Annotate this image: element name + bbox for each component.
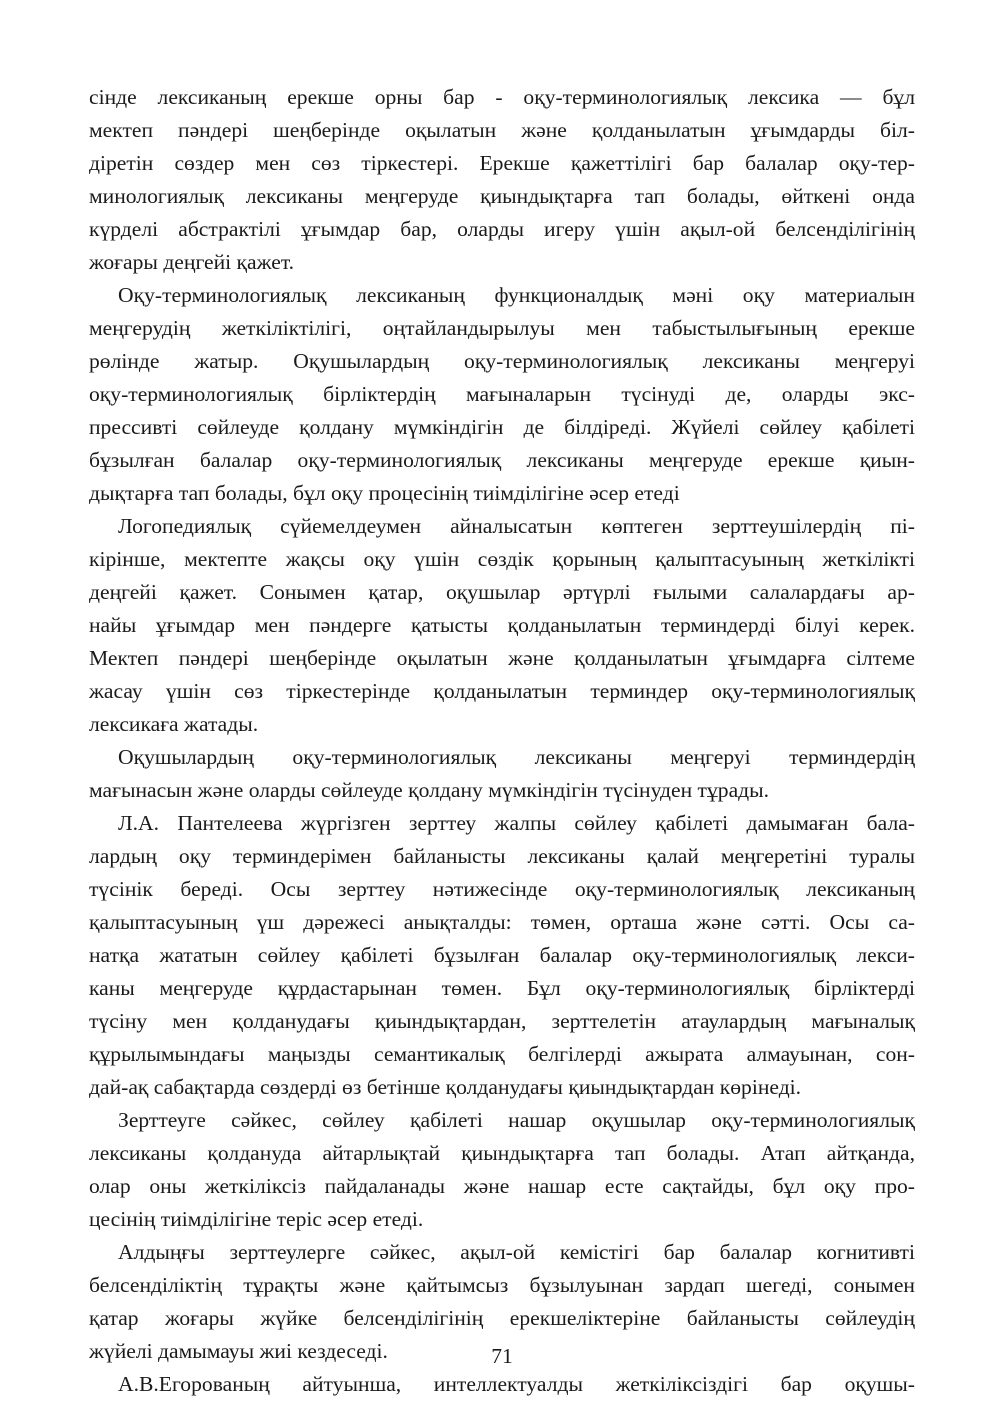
page-number: 71 bbox=[491, 1344, 513, 1368]
text-line: деңгейі қажет. Сонымен қатар, оқушылар әртүрлі ғылыми салалардағы ар- bbox=[89, 580, 915, 604]
text-line: каны меңгеруде құрдастарынан төмен. Бұл оқу-терминологиялық бірліктерді bbox=[89, 976, 915, 1000]
text-line: лардың оқу терминдерімен байланысты лексиканы қалай меңгеретіні туралы bbox=[89, 844, 915, 868]
paragraph bbox=[89, 1368, 915, 1401]
text-line: найы ұғымдар мен пәндерге қатысты қолданылатын терминдерді білуі керек. bbox=[89, 613, 915, 637]
text-line: құрылымындағы маңызды семантикалық белгілерді ажырата алмауынан, сон- bbox=[89, 1042, 915, 1066]
text-line: қалыптасуының үш дәрежесі анықталды: төмен, орташа және сәтті. Осы са- bbox=[89, 910, 915, 934]
text-line: сінде лексиканың ерекше орны бар - оқу-терминологиялық лексика — бұл bbox=[89, 85, 915, 109]
text-line: натқа жататын сөйлеу қабілеті бұзылған балалар оқу-терминологиялық лекси- bbox=[89, 943, 915, 967]
text-line: Оқу-терминологиялық лексиканың функционалдық мәні оқу материалын bbox=[118, 283, 915, 307]
text-line: Л.А. Пантелеева жүргізген зерттеу жалпы сөйлеу қабілеті дамымаған бала- bbox=[118, 811, 915, 835]
text-line: минологиялық лексиканы меңгеруде қиындықтарға тап болады, өйткені онда bbox=[89, 184, 915, 208]
text-line: Логопедиялық сүйемелдеумен айналысатын көптеген зерттеушілердің пі- bbox=[118, 514, 915, 538]
paragraph bbox=[89, 510, 915, 741]
text-line: Алдыңғы зерттеулерге сәйкес, ақыл-ой кемістігі бар балалар когнитивті bbox=[118, 1240, 915, 1264]
text-line: дықтарға тап болады, бұл оқу процесінің тиімділігіне әсер етеді bbox=[89, 481, 680, 505]
text-line: Оқушылардың оқу-терминологиялық лексиканы меңгеруі терминдердің bbox=[118, 745, 915, 769]
text-line: күрделі абстрактілі ұғымдар бар, оларды игеру үшін ақыл-ой белсенділігінің bbox=[89, 217, 915, 241]
paragraph bbox=[89, 741, 915, 807]
text-line: меңгерудің жеткіліктілігі, оңтайландырылуы мен табыстылығының ерекше bbox=[89, 316, 915, 340]
text-line: түсіну мен қолданудағы қиындықтардан, зерттелетін атаулардың мағыналық bbox=[89, 1009, 915, 1033]
text-line: белсенділіктің тұрақты және қайтымсыз бұзылуынан зардап шегеді, сонымен bbox=[89, 1273, 915, 1297]
text-line: жасау үшін сөз тіркестерінде қолданылатын терминдер оқу-терминологиялық bbox=[89, 679, 915, 703]
paragraph bbox=[89, 1104, 915, 1236]
text-line: дай-ақ сабақтарда сөздерді өз бетінше қолданудағы қиындықтардан көрінеді. bbox=[89, 1075, 802, 1099]
text-line: мағынасын және оларды сөйлеуде қолдану мүмкіндігін түсінуден тұрады. bbox=[89, 778, 770, 802]
text-line: оқу-терминологиялық бірліктердің мағыналарын түсінуді де, оларды экс- bbox=[89, 382, 915, 406]
paragraph bbox=[89, 279, 915, 510]
text-line: лексикаға жатады. bbox=[89, 712, 259, 736]
text-line: бұзылған балалар оқу-терминологиялық лексиканы меңгеруде ерекше қиын- bbox=[89, 448, 915, 472]
text-line: Мектеп пәндері шеңберінде оқылатын және қолданылатын ұғымдарға сілтеме bbox=[89, 646, 915, 670]
text-line: Зерттеуге сәйкес, сөйлеу қабілеті нашар оқушылар оқу-терминологиялық bbox=[118, 1108, 915, 1132]
text-line: түсінік береді. Осы зерттеу нәтижесінде оқу-терминологиялық лексиканың bbox=[89, 877, 915, 901]
text-line: жоғары деңгейі қажет. bbox=[89, 250, 295, 274]
text-line: цесінің тиімділігіне теріс әсер етеді. bbox=[89, 1207, 424, 1231]
text-line: кірінше, мектепте жақсы оқу үшін сөздік қорының қалыптасуының жеткілікті bbox=[89, 547, 915, 571]
paragraph bbox=[89, 807, 915, 1104]
text-line: қатар жоғары жүйке белсенділігінің ерекшеліктеріне байланысты сөйлеудің bbox=[89, 1306, 915, 1330]
text-line: діретін сөздер мен сөз тіркестері. Ерекше қажеттілігі бар балалар оқу-тер- bbox=[89, 151, 915, 175]
text-line: лексиканы қолдануда айтарлықтай қиындықтарға тап болады. Атап айтқанда, bbox=[89, 1141, 915, 1165]
text-line: А.В.Егорованың айтуынша, интеллектуалды жеткіліксіздігі бар оқушы- bbox=[118, 1372, 915, 1396]
text-line: рөлінде жатыр. Оқушылардың оқу-терминологиялық лексиканы меңгеруі bbox=[89, 349, 915, 373]
paragraph bbox=[89, 81, 915, 279]
text-line: прессивті сөйлеуде қолдану мүмкіндігін де білдіреді. Жүйелі сөйлеу қабілеті bbox=[89, 415, 915, 439]
text-line: жүйелі дамымауы жиі кездеседі. bbox=[89, 1339, 388, 1363]
page-body bbox=[89, 81, 915, 1401]
text-line: олар оны жеткіліксіз пайдаланады және нашар есте сақтайды, бұл оқу про- bbox=[89, 1174, 915, 1198]
text-line: мектеп пәндері шеңберінде оқылатын және қолданылатын ұғымдарды біл- bbox=[89, 118, 915, 142]
